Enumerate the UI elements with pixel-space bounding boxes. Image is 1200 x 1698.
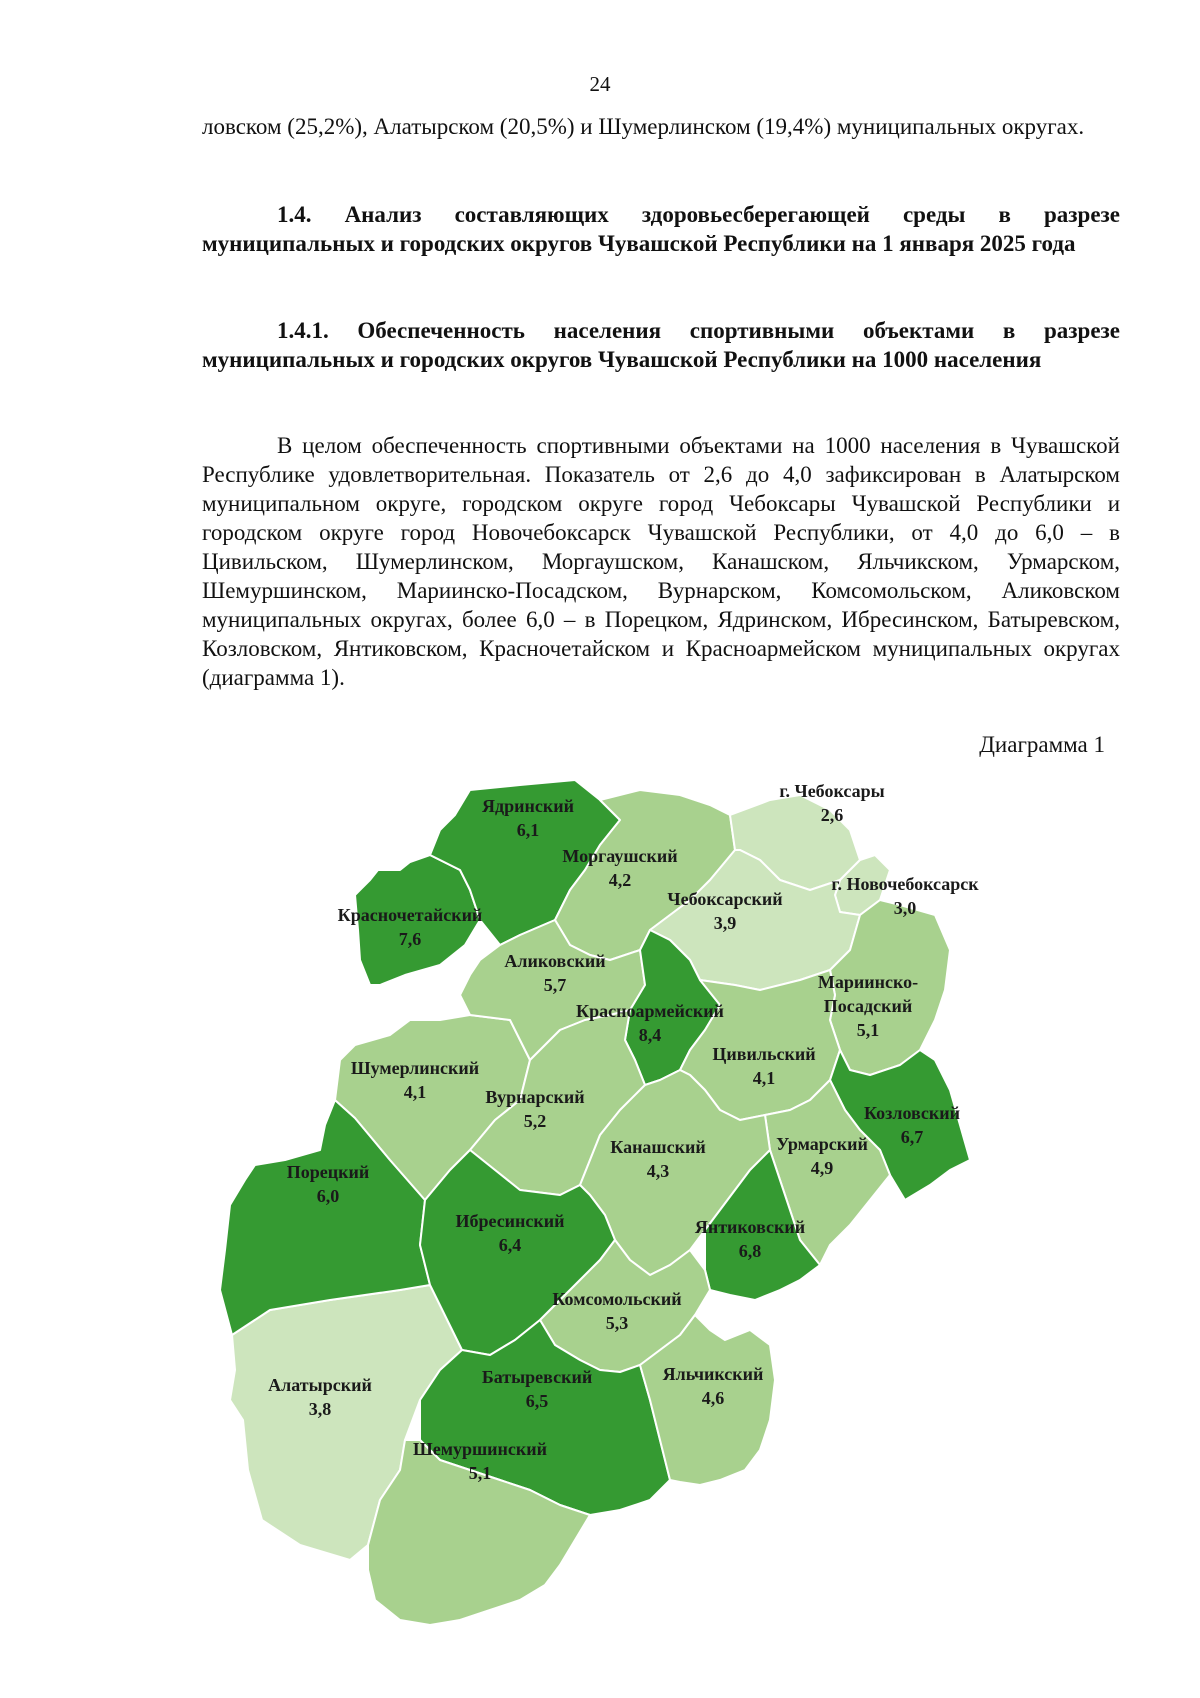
district-label-alikovsky: Аликовский 5,7: [504, 951, 606, 995]
district-label-urmarsky: Урмарский 4,9: [776, 1134, 868, 1178]
district-value-batyrevsky: 6,5: [525, 1391, 549, 1411]
district-value-alatyrsky: 3,8: [308, 1399, 332, 1419]
district-value-yalchiksky: 4,6: [701, 1388, 725, 1408]
district-value-krasnochetaisky: 7,6: [398, 929, 422, 949]
district-label-vurnarsky: Вурнарский 5,2: [485, 1087, 585, 1131]
district-value-morgaushsky: 4,2: [608, 870, 632, 890]
district-label-cheboksarsky: Чебоксарский 3,9: [667, 889, 783, 933]
district-value-urmarsky: 4,9: [810, 1158, 834, 1178]
district-label-yalchiksky: Яльчикский 4,6: [662, 1364, 764, 1408]
district-value-yantikovsky: 6,8: [738, 1241, 762, 1261]
subsection-heading: 1.4.1. Обеспеченность населения спортивными объектами в разрезе муниципальных и городских округов Чувашской Республики на 1000 населения: [202, 318, 1120, 372]
district-label-kozlovsky: Козловский 6,7: [863, 1103, 961, 1147]
district-label-yadrinsky: Ядринский 6,1: [482, 796, 574, 840]
district-value-yadrinsky: 6,1: [516, 820, 540, 840]
district-value-novocheboksarsk-city: 3,0: [893, 898, 917, 918]
district-value-komsomolsky: 5,3: [605, 1313, 629, 1333]
district-label-mariinsko-posadsky: Мариинско-Посадский 5,1: [817, 972, 919, 1040]
district-value-krasnoarmeisky: 8,4: [638, 1025, 662, 1045]
intro-text: ловском (25,2%), Алатырском (20,5%) и Шумерлинском (19,4%) муниципальных округах.: [202, 114, 1085, 139]
district-value-kanashsky: 4,3: [646, 1161, 670, 1181]
district-value-tsivilsky: 4,1: [752, 1068, 776, 1088]
section-heading: 1.4. Анализ составляющих здоровьесберегающей среды в разрезе муниципальных и городских округов Чувашской Республики на 1 января 2025 года: [202, 202, 1120, 256]
district-label-shemurshinsky: Шемуршинский 5,1: [412, 1439, 548, 1483]
district-label-yantikovsky: Янтиковский 6,8: [694, 1217, 806, 1261]
district-label-tsivilsky: Цивильский 4,1: [712, 1044, 816, 1088]
district-label-kanashsky: Канашский 4,3: [610, 1137, 706, 1181]
district-label-alatyrsky: Алатырский 3,8: [268, 1375, 372, 1419]
district-label-batyrevsky: Батыревский 6,5: [481, 1367, 593, 1411]
district-value-mariinsko-posadsky: 5,1: [856, 1020, 880, 1040]
district-label-cheboksary-city: г. Чебоксары 2,6: [779, 781, 885, 825]
district-label-komsomolsky: Комсомольский 5,3: [552, 1289, 682, 1333]
diagram-caption: Диаграмма 1: [979, 732, 1105, 757]
district-value-cheboksary-city: 2,6: [820, 805, 844, 825]
district-label-krasnochetaisky: Красночетайский 7,6: [337, 905, 483, 949]
district-label-krasnoarmeisky: Красноармейский 8,4: [576, 1001, 724, 1045]
district-value-alikovsky: 5,7: [543, 975, 567, 995]
district-label-ibresinsky: Ибресинский 6,4: [455, 1211, 565, 1255]
district-value-poretsky: 6,0: [316, 1186, 340, 1206]
district-value-cheboksarsky: 3,9: [713, 913, 737, 933]
choropleth-map: [200, 760, 1080, 1680]
district-value-shemurshinsky: 5,1: [468, 1463, 492, 1483]
district-value-kozlovsky: 6,7: [900, 1127, 924, 1147]
district-label-novocheboksarsk-city: г. Новочебоксарск 3,0: [831, 874, 979, 918]
district-label-morgaushsky: Моргаушский 4,2: [562, 846, 678, 890]
body-paragraph: В целом обеспеченность спортивными объектами на 1000 населения в Чувашской Республике удовлетворительная. Показатель от 2,6 до 4,0 зафиксирован в Алатырском муниципальном округе, городском округе город Чебоксары Чувашской Республики и городском округе город Новочебоксарск Чувашской Республики, от 4,0 до 6,0 – в Цивильском, Шумерлинском, Моргаушском, Канашском, Яльчикском, Урмарском, Шемуршинском, Мариинско-Посадском, Вурнарском, Комсомольском, Аликовском муниципальных округах, более 6,0 – в Порецком, Ядринском, Ибресинском, Батыревском, Козловском, Янтиковском, Красночетайском и Красноармейском муниципальных округах (диаграмма 1).: [202, 433, 1120, 690]
district-label-shumerlinsky: Шумерлинский 4,1: [350, 1058, 480, 1102]
district-value-shumerlinsky: 4,1: [403, 1082, 427, 1102]
district-value-vurnarsky: 5,2: [523, 1111, 547, 1131]
district-label-poretsky: Порецкий 6,0: [286, 1162, 370, 1206]
page-number: 24: [589, 72, 611, 96]
district-value-ibresinsky: 6,4: [498, 1235, 522, 1255]
